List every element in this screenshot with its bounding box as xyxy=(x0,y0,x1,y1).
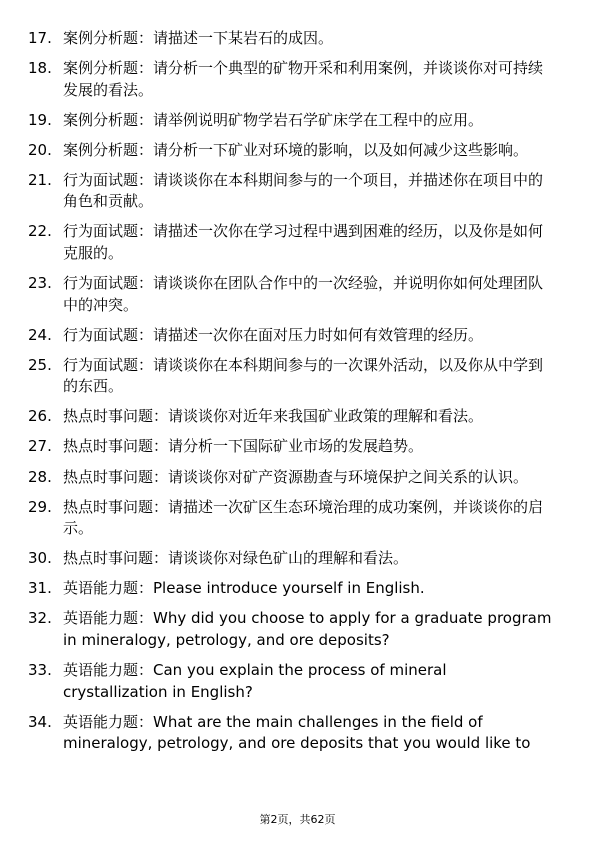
list-item xyxy=(0,58,595,101)
question-number: 31. xyxy=(28,579,52,598)
list-item xyxy=(0,436,595,458)
question-text: 英语能力题：Why did you choose to apply for a graduate program in mineralogy, petrology, and ore deposits? xyxy=(63,609,552,649)
question-text: 热点时事问题：请分析一下国际矿业市场的发展趋势。 xyxy=(63,437,424,456)
question-number: 24. xyxy=(28,325,52,344)
question-number: 21. xyxy=(28,170,52,189)
question-text: 案例分析题：请分析一个典型的矿物开采和利用案例，并谈谈你对可持续发展的看法。 xyxy=(63,59,544,99)
question-number: 26. xyxy=(28,407,52,426)
list-item xyxy=(0,467,595,489)
question-text: 案例分析题：请描述一下某岩石的成因。 xyxy=(63,29,334,47)
question-text: 热点时事问题：请谈谈你对矿产资源勘查与环境保护之间关系的认识。 xyxy=(63,467,529,486)
list-item xyxy=(0,140,595,162)
list-item xyxy=(0,497,595,540)
question-text: 行为面试题：请描述一次你在学习过程中遇到困难的经历，以及你是如何克服的。 xyxy=(63,222,544,262)
list-item xyxy=(0,548,595,570)
question-text: 热点时事问题：请描述一次矿区生态环境治理的成功案例，并谈谈你的启示。 xyxy=(63,497,544,538)
list-item xyxy=(0,273,595,316)
list-item xyxy=(0,110,595,132)
question-number: 27. xyxy=(28,437,52,456)
page-footer xyxy=(0,813,595,827)
list-item xyxy=(0,660,595,703)
list-item xyxy=(0,578,595,600)
question-text: 英语能力题：What are the main challenges in the field of mineralogy, petrology, and ore deposits that you would like to xyxy=(63,712,531,753)
question-text: 案例分析题：请分析一下矿业对环境的影响，以及如何减少这些影响。 xyxy=(63,140,529,159)
list-item xyxy=(0,221,595,264)
list-item xyxy=(0,355,595,398)
question-text: 行为面试题：请谈谈你在团队合作中的一次经验，并说明你如何处理团队中的冲突。 xyxy=(63,274,544,314)
question-number: 22. xyxy=(28,222,52,241)
question-number: 33. xyxy=(28,661,52,679)
question-list xyxy=(0,28,595,763)
question-text: 热点时事问题：请谈谈你对绿色矿山的理解和看法。 xyxy=(63,549,409,568)
question-number: 29. xyxy=(28,497,52,516)
list-item xyxy=(0,712,595,755)
list-item xyxy=(0,406,595,428)
question-number: 28. xyxy=(28,467,52,486)
question-number: 23. xyxy=(28,274,52,293)
list-item xyxy=(0,28,595,50)
question-number: 17. xyxy=(28,29,52,47)
list-item xyxy=(0,608,595,651)
list-item xyxy=(0,325,595,347)
question-text: 英语能力题：Please introduce yourself in English. xyxy=(63,579,425,598)
question-number: 32. xyxy=(28,609,52,628)
question-number: 18. xyxy=(28,59,52,78)
question-text: 行为面试题：请谈谈你在本科期间参与的一次课外活动，以及你从中学到的东西。 xyxy=(63,355,544,396)
question-text: 热点时事问题：请谈谈你对近年来我国矿业政策的理解和看法。 xyxy=(63,407,484,426)
question-number: 20. xyxy=(28,140,52,159)
question-text: 英语能力题：Can you explain the process of mineral crystallization in English? xyxy=(63,661,447,701)
question-text: 行为面试题：请描述一次你在面对压力时如何有效管理的经历。 xyxy=(63,325,484,344)
question-number: 25. xyxy=(28,355,52,374)
page-number-label: 第2页，共62页 xyxy=(259,813,336,826)
question-text: 行为面试题：请谈谈你在本科期间参与的一个项目，并描述你在项目中的角色和贡献。 xyxy=(63,170,544,211)
question-number: 30. xyxy=(28,549,52,568)
list-item xyxy=(0,170,595,213)
question-text: 案例分析题：请举例说明矿物学岩石学矿床学在工程中的应用。 xyxy=(63,110,484,129)
question-number: 34. xyxy=(28,712,52,731)
question-number: 19. xyxy=(28,110,52,129)
